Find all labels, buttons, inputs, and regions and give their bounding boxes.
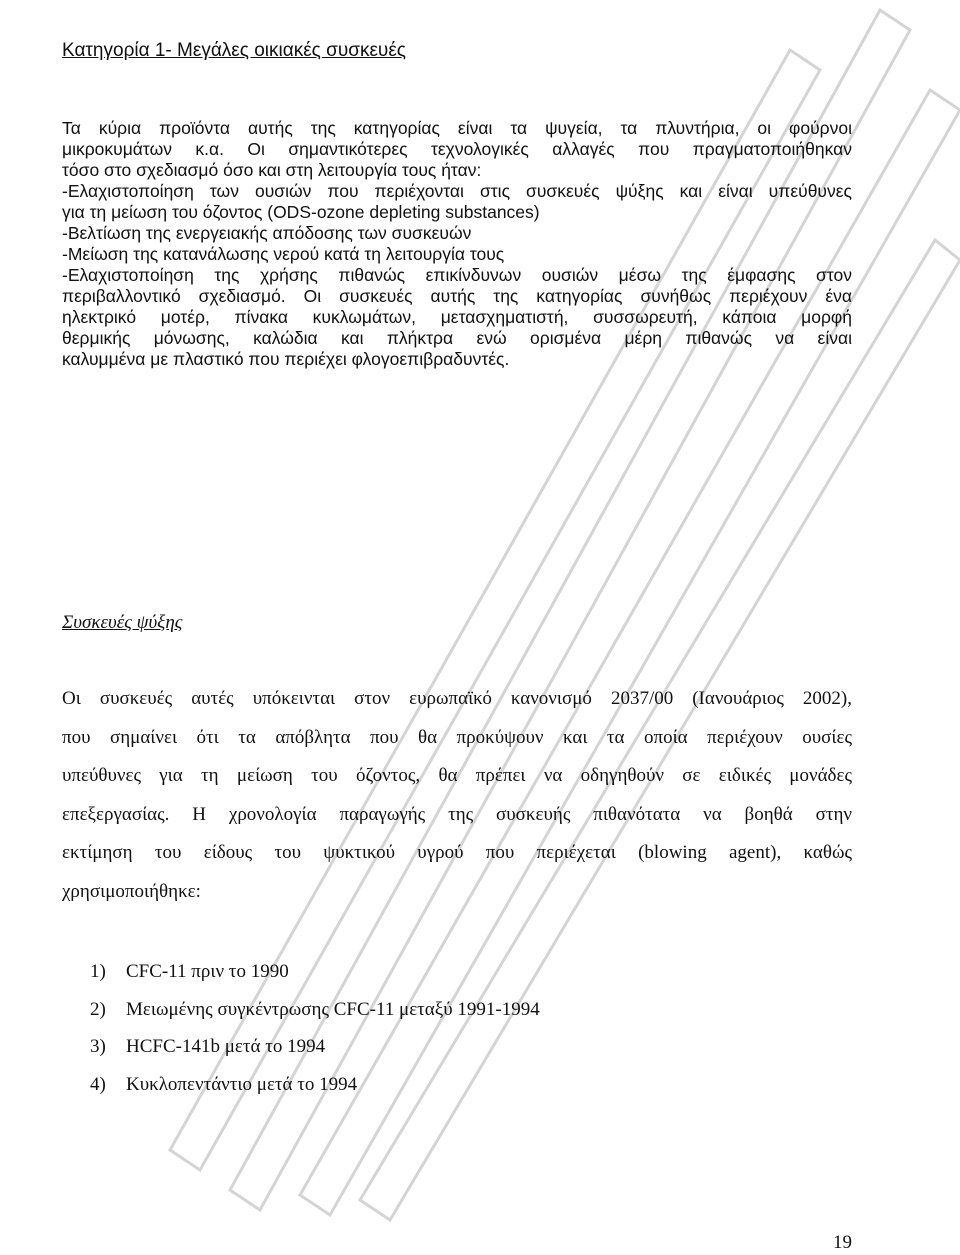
intro-line: περιβαλλοντικό σχεδιασμό. Οι συσκευές αυτής της κατηγορίας συνήθως περιέχουν ένα bbox=[62, 286, 852, 306]
body-line: χρησιμοποιήθηκε: bbox=[62, 880, 201, 902]
body-line: εκτίμηση του είδους του ψυκτικού υγρού που περιέχεται (blowing agent), καθώς bbox=[62, 842, 852, 863]
list-item bbox=[90, 1028, 540, 1066]
list-item bbox=[90, 991, 540, 1029]
intro-paragraph bbox=[62, 118, 852, 370]
intro-line: -Ελαχιστοποίηση των ουσιών που περιέχονται στις συσκευές ψύξης και είναι υπεύθυνες bbox=[62, 181, 852, 201]
list-item bbox=[90, 1066, 540, 1104]
list-item-number: 3) bbox=[90, 1036, 106, 1057]
body-line: επεξεργασίας. Η χρονολογία παραγωγής της συσκευής πιθανότατα να βοηθά στην bbox=[62, 803, 852, 825]
intro-line: ηλεκτρικό μοτέρ, πίνακα κυκλωμάτων, μετασχηματιστή, συσσωρευτή, κάποια μορφή bbox=[62, 307, 852, 327]
intro-line: -Βελτίωση της ενεργειακής απόδοσης των συσκευών bbox=[62, 223, 472, 243]
list-item-text: Μειωμένης συγκέντρωσης CFC-11 μεταξύ 1991-1994 bbox=[126, 998, 540, 1020]
list-item-text: CFC-11 πριν το 1990 bbox=[126, 961, 289, 982]
intro-line: μικροκυμάτων κ.α. Οι σημαντικότερες τεχνολογικές αλλαγές που πραγματοποιήθηκαν bbox=[62, 139, 852, 159]
body-line: Οι συσκευές αυτές υπόκεινται στον ευρωπαϊκό κανονισμό 2037/00 (Ιανουάριος 2002), bbox=[62, 688, 852, 709]
intro-line: για τη μείωση του όζοντος (ODS-ozone depleting substances) bbox=[62, 202, 540, 222]
body-line: υπεύθυνες για τη μείωση του όζοντος, θα πρέπει να οδηγηθούν σε ειδικές μονάδες bbox=[62, 765, 852, 786]
intro-line: -Ελαχιστοποίηση της χρήσης πιθανώς επικίνδυνων ουσιών μέσω της έμφασης στον bbox=[62, 265, 852, 285]
list-item-number: 4) bbox=[90, 1073, 106, 1095]
intro-line: Τα κύρια προϊόντα αυτής της κατηγορίας είναι τα ψυγεία, τα πλυντήρια, οι φούρνοι bbox=[62, 118, 852, 138]
intro-line: θερμικής μόνωσης, καλώδια και πλήκτρα ενώ ορισμένα μέρη πιθανώς να είναι bbox=[62, 328, 852, 348]
intro-line: -Μείωση της κατανάλωσης νερού κατά τη λειτουργία τους bbox=[62, 244, 505, 264]
section-subheading: Συσκευές ψύξης bbox=[62, 612, 183, 633]
refrigerant-list bbox=[90, 953, 540, 1103]
intro-line: τόσο στο σχεδιασμό όσο και στη λειτουργία τους ήταν: bbox=[62, 160, 482, 180]
intro-line: καλυμμένα με πλαστικό που περιέχει φλογοεπιβραδυντές. bbox=[62, 349, 510, 369]
list-item-number: 2) bbox=[90, 998, 106, 1020]
list-item bbox=[90, 953, 540, 991]
page-number: 19 bbox=[833, 1232, 852, 1253]
list-item-text: Κυκλοπεντάντιο μετά το 1994 bbox=[126, 1073, 358, 1095]
list-item-number: 1) bbox=[90, 961, 106, 982]
body-paragraph bbox=[62, 680, 852, 911]
list-item-text: HCFC-141b μετά το 1994 bbox=[126, 1036, 326, 1057]
body-line: που σημαίνει ότι τα απόβλητα που θα προκύψουν και τα οποία περιέχουν ουσίες bbox=[62, 726, 852, 748]
category-heading: Κατηγορία 1- Μεγάλες οικιακές συσκευές bbox=[62, 40, 406, 61]
